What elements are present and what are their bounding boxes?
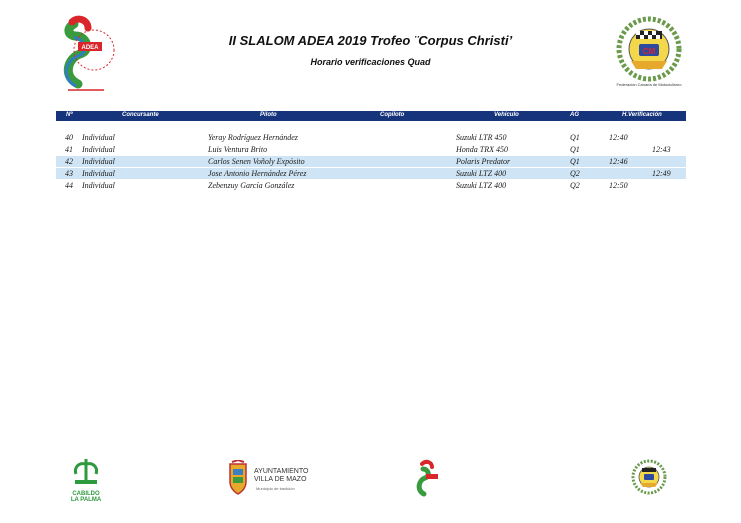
federation-logo-ring: Federación Canaria de Motociclismo xyxy=(616,82,682,87)
row-ag: Q2 xyxy=(570,169,580,178)
row-concursante: Individual xyxy=(82,181,115,190)
ayuntamiento-logo xyxy=(226,460,326,500)
row-num: 44 xyxy=(65,181,73,190)
col-hverificacion: H.Verificación xyxy=(622,112,662,118)
col-concursante: Concursante xyxy=(122,112,159,118)
table-row xyxy=(56,156,686,167)
document-title: II SLALOM ADEA 2019 Trofeo ¨Corpus Christi’ xyxy=(228,33,513,48)
row-hv-left: 12:46 xyxy=(609,157,628,166)
table-row xyxy=(56,144,686,155)
cabildo-logo xyxy=(66,456,106,503)
row-ag: Q1 xyxy=(570,133,580,142)
row-ag: Q2 xyxy=(570,181,580,190)
row-vehiculo: Suzuki LTR 450 xyxy=(456,133,507,142)
col-piloto: Piloto xyxy=(260,112,277,118)
row-num: 41 xyxy=(65,145,73,154)
cabildo-emblem-icon xyxy=(66,456,106,486)
row-piloto: Carlos Senen Voñoly Expósito xyxy=(208,157,305,166)
row-vehiculo: Polaris Predator xyxy=(456,157,511,166)
row-num: 42 xyxy=(65,157,73,166)
ayto-line3: Municipio de tradición xyxy=(256,486,295,491)
row-num: 43 xyxy=(65,169,73,178)
row-vehiculo: Suzuki LTZ 400 xyxy=(456,169,507,178)
row-concursante: Individual xyxy=(82,145,115,154)
table-row xyxy=(56,168,686,179)
adea-small-logo xyxy=(414,458,444,498)
ayto-line2: VILLA DE MAZO xyxy=(254,476,307,483)
col-vehiculo: Vehículo xyxy=(494,112,519,118)
row-piloto: Zebenzuy García González xyxy=(208,181,295,190)
row-concursante: Individual xyxy=(82,169,115,178)
col-copiloto: Copiloto xyxy=(380,112,405,118)
row-piloto: Luis Ventura Brito xyxy=(208,145,268,154)
federation-small-logo xyxy=(627,457,671,499)
row-hv-right: 12:49 xyxy=(652,169,671,178)
row-ag: Q1 xyxy=(570,145,580,154)
adea-logo-badge: ADEA xyxy=(81,45,99,51)
row-concursante: Individual xyxy=(82,157,115,166)
row-hv-right: 12:43 xyxy=(652,145,671,154)
row-vehiculo: Suzuki LTZ 400 xyxy=(456,181,507,190)
table-header xyxy=(56,111,686,121)
row-vehiculo: Honda TRX 450 xyxy=(456,145,508,154)
table-row xyxy=(56,132,686,143)
ayto-line1: AYUNTAMIENTO xyxy=(254,468,309,475)
cabildo-line1: CABILDO xyxy=(72,491,100,497)
row-hv-left: 12:40 xyxy=(609,133,628,142)
document-subtitle: Horario verificaciones Quad xyxy=(310,57,431,67)
row-concursante: Individual xyxy=(82,133,115,142)
row-ag: Q1 xyxy=(570,157,580,166)
table-row xyxy=(56,180,686,191)
federation-logo-badge: CM xyxy=(642,47,656,56)
col-ag: AG xyxy=(570,112,579,118)
cabildo-line2: LA PALMA xyxy=(70,497,102,503)
mazo-shield-icon xyxy=(226,460,250,496)
row-num: 40 xyxy=(65,133,73,142)
col-num: Nº xyxy=(66,112,73,118)
row-piloto: Yeray Rodríguez Hernández xyxy=(208,133,298,142)
row-piloto: Jose Antonio Hernández Pérez xyxy=(208,169,307,178)
adea-logo xyxy=(58,14,116,94)
federation-logo xyxy=(606,11,692,91)
row-hv-left: 12:50 xyxy=(609,181,628,190)
